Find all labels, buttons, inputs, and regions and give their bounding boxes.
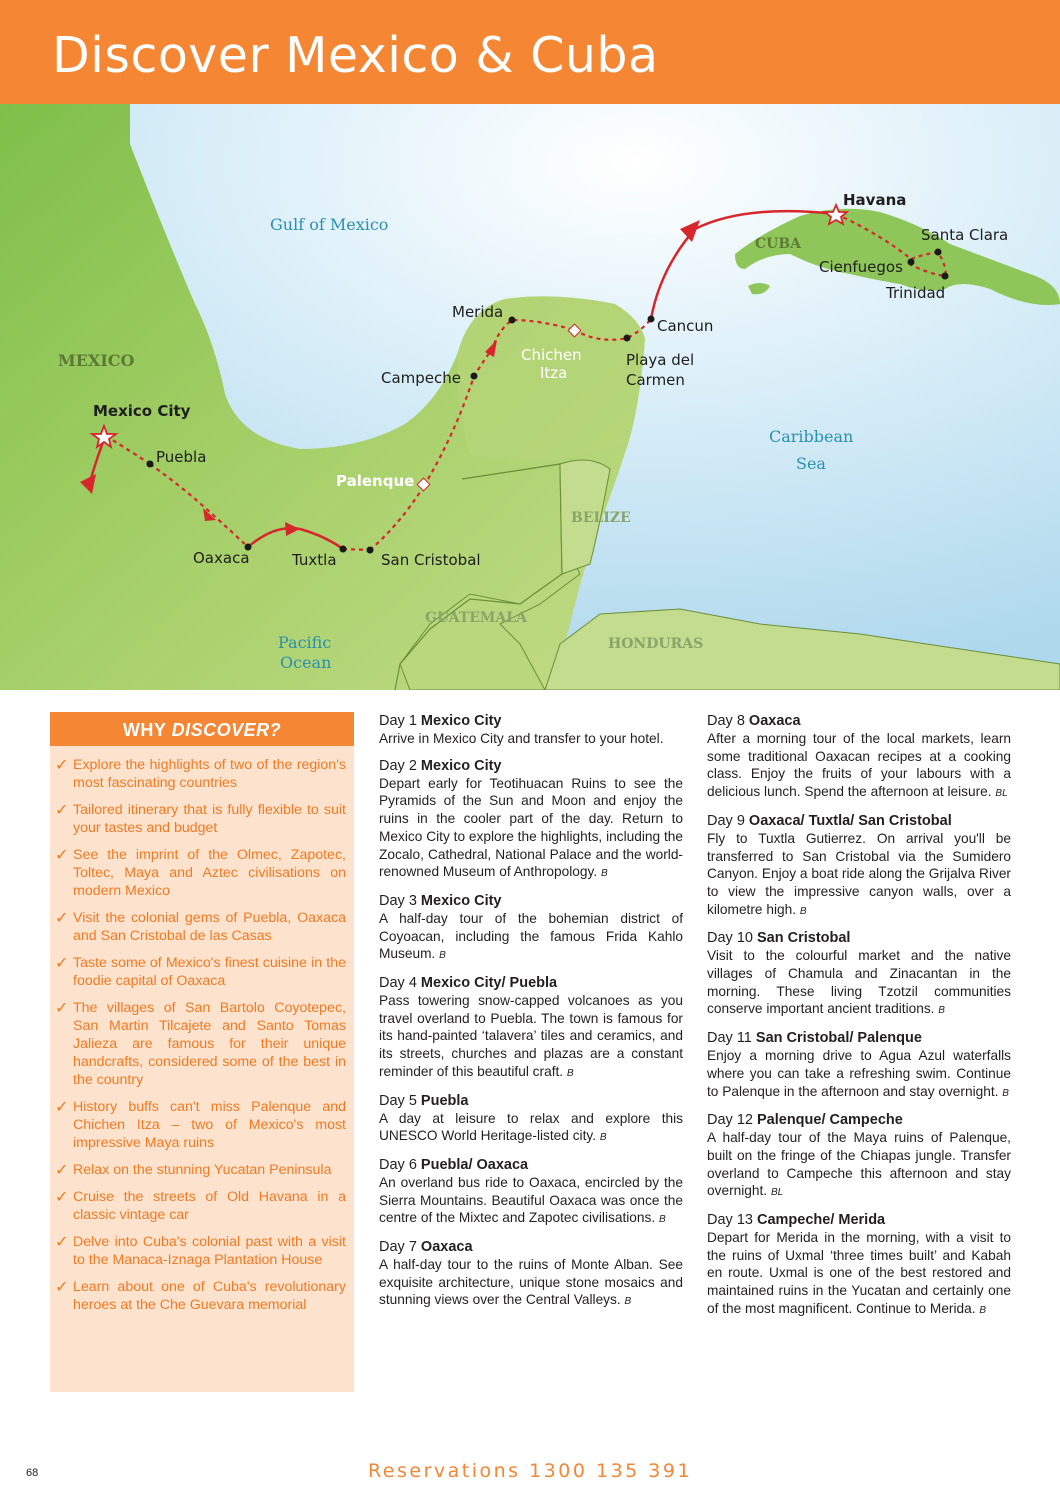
label-oaxaca: Oaxaca xyxy=(193,549,250,567)
day-destination: Mexico City/ Puebla xyxy=(420,975,558,992)
day-description xyxy=(707,1229,1011,1320)
day-destination: Oaxaca/ Tuxtla/ San Cristobal xyxy=(748,812,952,829)
day-number: Day 3 xyxy=(379,892,417,909)
meals-included: B xyxy=(600,868,608,880)
meals-included: B xyxy=(979,1304,987,1316)
day-number: Day 8 xyxy=(707,713,745,729)
itinerary-day xyxy=(707,1029,1011,1102)
day-destination: Mexico City xyxy=(420,757,502,774)
itinerary-column-2 xyxy=(707,712,1011,1329)
why-discover-text: The villages of San Bartolo Coyotepec, San Martin Tilcajete and Santo Tomas Jalieza are famous for their unique handcrafts, considered some of the best in the country xyxy=(73,1000,346,1088)
label-ocean: Ocean xyxy=(280,653,332,672)
day-heading xyxy=(707,929,1011,947)
check-icon: ✓ xyxy=(55,757,69,774)
day-text: An overland bus ride to Oaxaca, encircled by the Sierra Mountains. Beautiful Oaxaca was once the centre of the Mixtec and Zapotec civilisations. xyxy=(379,1174,683,1226)
label-sea: Sea xyxy=(796,454,826,473)
why-discover-item xyxy=(50,1188,354,1224)
meals-included: B xyxy=(1002,1087,1009,1099)
check-icon: ✓ xyxy=(55,1000,69,1017)
itinerary-day xyxy=(707,1211,1011,1320)
day-description xyxy=(707,830,1011,921)
itinerary-day xyxy=(379,1156,683,1229)
day-text: A half-day tour of the bohemian district of Coyoacan, including the famous Frida Kahlo Museum. xyxy=(379,910,683,962)
day-text: Depart for Merida in the morning, with a visit to the ruins of Uxmal ‘three times built’ and Kabah en route. Uxmal is one of the best restored and maintained ruins in the Yucatan and certainly one of the most magnificent. Continue to Merida. xyxy=(707,1230,1011,1316)
check-icon: ✓ xyxy=(55,910,69,927)
label-trinidad: Trinidad xyxy=(886,284,946,302)
day-heading xyxy=(707,712,1011,730)
why-discover-item xyxy=(50,801,354,837)
label-cancun: Cancun xyxy=(657,317,714,335)
meals-included: B xyxy=(624,1296,632,1308)
check-icon: ✓ xyxy=(55,1279,69,1296)
page-number: 68 xyxy=(26,1467,39,1479)
itinerary-day xyxy=(707,1111,1011,1202)
day-number: Day 2 xyxy=(379,757,417,774)
check-icon: ✓ xyxy=(55,1234,69,1251)
why-discover-text: Taste some of Mexico's finest cuisine in the foodie capital of Oaxaca xyxy=(73,955,346,989)
itinerary-day xyxy=(379,712,683,748)
itinerary-day xyxy=(379,974,683,1083)
meals-included: BL xyxy=(770,1187,784,1199)
label-santa-clara: Santa Clara xyxy=(921,226,1009,244)
meals-included: BL xyxy=(995,788,1008,800)
why-discover-item xyxy=(50,1098,354,1152)
label-itza: Itza xyxy=(540,364,568,382)
day-text: A half-day tour to the ruins of Monte Alban. See exquisite architecture, unique stone mosaics and stunning views over the Central Valleys. xyxy=(379,1257,683,1308)
why-discover-text: Delve into Cuba's colonial past with a visit to the Manaca-Iznaga Plantation House xyxy=(73,1234,346,1268)
label-guatemala: GUATEMALA xyxy=(425,610,527,626)
check-icon: ✓ xyxy=(55,802,69,819)
why-discover-item xyxy=(50,954,354,990)
label-belize: BELIZE xyxy=(571,510,631,526)
label-caribbean: Caribbean xyxy=(769,427,854,446)
day-description xyxy=(379,730,683,748)
check-icon: ✓ xyxy=(55,1099,69,1116)
label-cuba: CUBA xyxy=(755,236,802,252)
day-heading xyxy=(379,974,683,992)
itinerary-day xyxy=(379,1092,683,1147)
itinerary-column-1 xyxy=(379,712,683,1320)
day-description xyxy=(379,1174,683,1229)
title-banner xyxy=(0,0,1060,104)
check-icon: ✓ xyxy=(55,847,69,864)
check-icon: ✓ xyxy=(55,955,69,972)
day-text: Enjoy a morning drive to Agua Azul waterfalls where you can take a refreshing swim. Continue to Palenque in the afternoon and stay overnight. xyxy=(707,1048,1011,1099)
day-heading xyxy=(379,1238,683,1256)
why-discover-item xyxy=(50,1161,354,1179)
day-text: Arrive in Mexico City and transfer to your hotel. xyxy=(379,731,664,746)
why-discover-text: Relax on the stunning Yucatan Peninsula xyxy=(73,1162,332,1178)
why-discover-list xyxy=(50,756,354,1323)
day-text: Fly to Tuxtla Gutierrez. On arrival you'll be transferred to San Cristobal via the Sumidero Canyon. Enjoy a boat ride along the Grijalva River to view the impressive canyon walls, over a kilometre high. xyxy=(707,830,1011,917)
day-destination: San Cristobal/ Palenque xyxy=(755,1030,922,1047)
day-number: Day 13 xyxy=(707,1212,753,1229)
day-destination: Puebla xyxy=(420,1092,469,1109)
itinerary-day xyxy=(379,1238,683,1311)
why-discover-text: Learn about one of Cuba's revolutionary heroes at the Che Guevara memorial xyxy=(73,1279,346,1313)
why-discover-item xyxy=(50,756,354,792)
why-discover-text: Cruise the streets of Old Havana in a classic vintage car xyxy=(73,1189,346,1223)
meals-included: B xyxy=(799,905,807,917)
day-number: Day 4 xyxy=(379,975,417,992)
day-destination: Mexico City xyxy=(420,892,502,909)
day-text: A half-day tour of the Maya ruins of Palenque, built on the fringe of the Chiapas jungle. Transfer overland to Campeche this afternoon and stay overnight. xyxy=(707,1130,1011,1199)
day-text: Pass towering snow-capped volcanoes as you travel overland to Puebla. The town is famous for its hand-painted ‘talavera’ tiles and ceramics, and its streets, churches and plazas are a constant reminder of this beautiful craft. xyxy=(379,993,683,1079)
meals-included: B xyxy=(566,1067,574,1079)
day-heading xyxy=(707,1211,1011,1229)
label-cienfuegos: Cienfuegos xyxy=(819,258,903,276)
day-destination: Oaxaca xyxy=(748,713,801,729)
why-heading-discover: DISCOVER? xyxy=(171,720,282,740)
day-number: Day 9 xyxy=(707,812,745,829)
label-gulf: Gulf of Mexico xyxy=(270,215,389,234)
day-destination: Puebla/ Oaxaca xyxy=(420,1156,529,1173)
check-icon: ✓ xyxy=(55,1189,69,1206)
why-discover-item xyxy=(50,999,354,1089)
meals-included: B xyxy=(599,1132,607,1144)
why-discover-text: Visit the colonial gems of Puebla, Oaxaca and San Cristobal de las Casas xyxy=(73,910,346,944)
label-pacific: Pacific xyxy=(278,633,332,652)
why-discover-heading xyxy=(50,712,354,746)
label-mexico: MEXICO xyxy=(58,351,135,370)
route-map xyxy=(0,104,1060,690)
day-description xyxy=(379,1110,683,1147)
day-heading xyxy=(707,812,1011,830)
label-honduras: HONDURAS xyxy=(608,636,704,652)
day-description xyxy=(707,730,1011,803)
day-text: Depart early for Teotihuacan Ruins to see the Pyramids of the Sun and Moon and enjoy the ruins in the cooler part of the day. Return to Mexico City to explore the highlights, including the Zocalo, Cathedral, National Palace and the world-renowned Museum of Anthropology. xyxy=(379,775,683,880)
why-discover-item xyxy=(50,1278,354,1314)
label-mexico-city: Mexico City xyxy=(93,402,191,420)
label-carmen: Carmen xyxy=(626,371,685,389)
itinerary-day xyxy=(379,892,683,965)
label-havana: Havana xyxy=(843,191,907,209)
day-number: Day 6 xyxy=(379,1156,417,1173)
why-discover-box xyxy=(50,712,354,1392)
why-heading-word: WHY xyxy=(122,720,167,740)
why-discover-item xyxy=(50,846,354,900)
check-icon: ✓ xyxy=(55,1162,69,1179)
day-heading xyxy=(379,757,683,775)
route-map-graphic xyxy=(0,104,1060,690)
day-number: Day 12 xyxy=(707,1112,753,1129)
day-description xyxy=(379,992,683,1083)
meals-included: B xyxy=(439,950,446,962)
day-number: Day 11 xyxy=(707,1030,752,1047)
day-destination: Palenque/ Campeche xyxy=(756,1112,903,1129)
day-number: Day 5 xyxy=(379,1092,417,1109)
itinerary-day xyxy=(707,929,1011,1020)
label-chichen: Chichen xyxy=(521,346,582,364)
label-san-cristobal: San Cristobal xyxy=(381,551,481,569)
day-text: Visit to the colourful market and the native villages of Chamula and Zinacantan in the morning. These living Tzotzil communities conserve important ancient traditions. xyxy=(707,948,1011,1017)
day-description xyxy=(379,1256,683,1311)
why-discover-text: See the imprint of the Olmec, Zapotec, Toltec, Maya and Aztec civilisations on modern Mexico xyxy=(73,847,346,899)
label-puebla: Puebla xyxy=(156,448,207,466)
page-title: Discover Mexico & Cuba xyxy=(52,27,659,84)
day-number: Day 10 xyxy=(707,930,753,947)
why-discover-text: History buffs can't miss Palenque and Chichen Itza – two of Mexico's most impressive Maya ruins xyxy=(73,1099,346,1151)
day-description xyxy=(379,775,683,883)
day-description xyxy=(379,910,683,965)
day-destination: Oaxaca xyxy=(420,1239,473,1256)
day-text: A day at leisure to relax and explore this UNESCO World Heritage-listed city. xyxy=(379,1110,683,1144)
day-destination: San Cristobal xyxy=(756,930,851,947)
meals-included: B xyxy=(938,1005,945,1017)
day-heading xyxy=(379,892,683,910)
day-number: Day 7 xyxy=(379,1239,417,1256)
label-merida: Merida xyxy=(452,303,504,321)
label-playa: Playa del xyxy=(626,351,695,369)
reservations-footer: Reservations 1300 135 391 xyxy=(367,1460,693,1482)
day-heading xyxy=(379,1156,683,1174)
why-discover-item xyxy=(50,1233,354,1269)
label-palenque: Palenque xyxy=(336,472,415,490)
label-campeche: Campeche xyxy=(381,369,462,387)
day-text: After a morning tour of the local markets, learn some traditional Oaxacan recipes at a cooking class. Enjoy the fruits of your labours with a delicious lunch. Spend the afternoon at leisure. xyxy=(707,731,1011,800)
day-heading xyxy=(379,712,683,730)
itinerary-day xyxy=(707,712,1011,803)
day-destination: Mexico City xyxy=(420,713,502,729)
why-discover-text: Tailored itinerary that is fully flexible to suit your tastes and budget xyxy=(73,802,346,836)
itinerary-day xyxy=(707,812,1011,921)
day-destination: Campeche/ Merida xyxy=(756,1212,886,1229)
day-heading xyxy=(707,1111,1011,1129)
day-description xyxy=(707,1047,1011,1102)
meals-included: B xyxy=(658,1214,666,1226)
day-description xyxy=(707,1129,1011,1202)
day-heading xyxy=(379,1092,683,1110)
day-description xyxy=(707,947,1011,1020)
itinerary-day xyxy=(379,757,683,883)
label-tuxtla: Tuxtla xyxy=(292,551,337,569)
why-discover-item xyxy=(50,909,354,945)
day-heading xyxy=(707,1029,1011,1047)
why-discover-text: Explore the highlights of two of the region's most fascinating countries xyxy=(73,757,346,791)
day-number: Day 1 xyxy=(379,713,417,729)
